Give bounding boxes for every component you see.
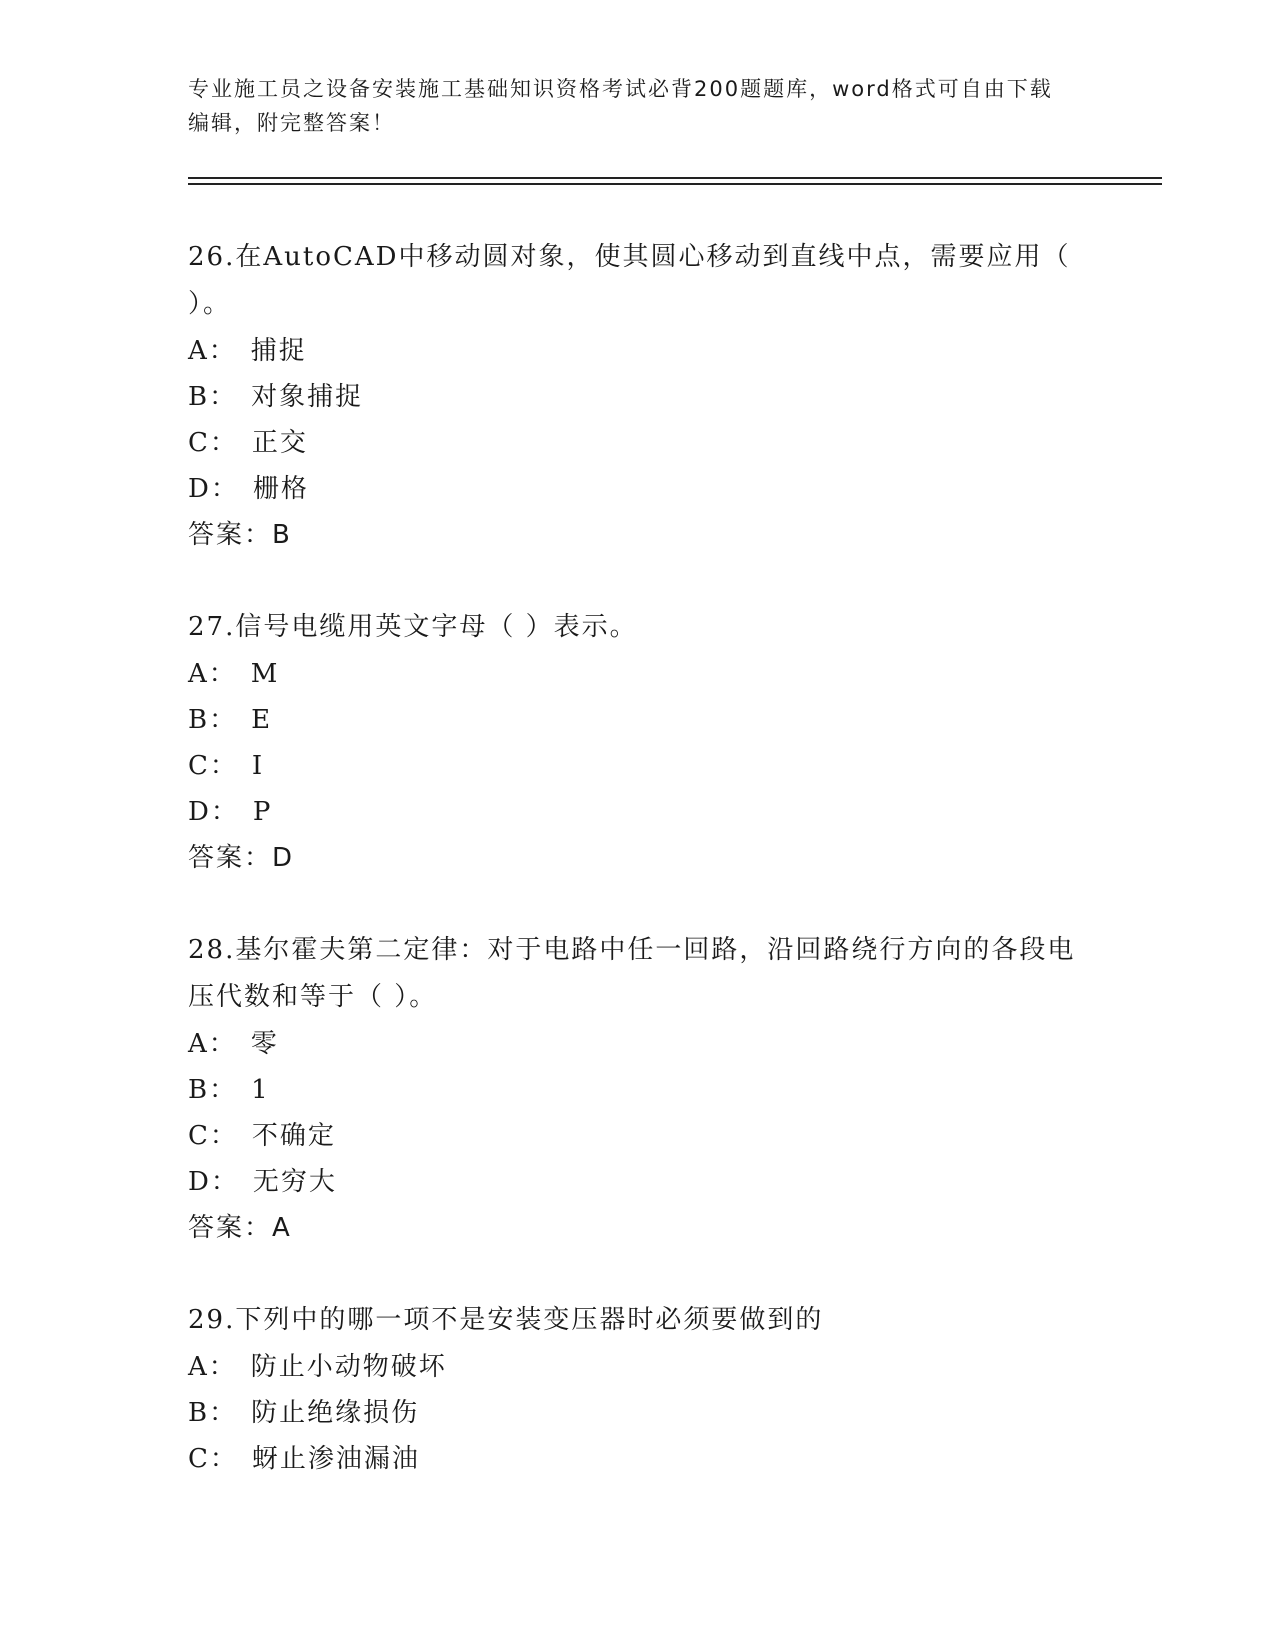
- header-divider-top: [188, 177, 1162, 179]
- answer-line: [188, 835, 1088, 881]
- answer-option: [188, 466, 1088, 512]
- question-stem: 29.下列中的哪一项不是安装变压器时必须要做到的: [188, 1305, 824, 1335]
- answer-value: A: [272, 1213, 292, 1243]
- option-text: 捕捉: [250, 336, 307, 366]
- answer-value: B: [272, 520, 292, 550]
- option-key: C：: [188, 428, 238, 458]
- option-text: 正交: [251, 428, 308, 458]
- question-item: [188, 1297, 1088, 1482]
- option-text: P: [252, 797, 273, 827]
- option-text: M: [250, 659, 280, 689]
- option-text: 1: [251, 1075, 270, 1105]
- answer-option: [188, 1113, 1088, 1159]
- option-key: C：: [188, 751, 238, 781]
- answer-option: [188, 1159, 1088, 1205]
- answer-option: [188, 1021, 1088, 1067]
- answer-value: D: [272, 843, 295, 873]
- option-text: I: [251, 751, 265, 781]
- answer-option: [188, 789, 1088, 835]
- question-list: [188, 234, 1088, 1528]
- option-key: B：: [188, 382, 238, 412]
- answer-label: 答案：: [188, 843, 273, 873]
- answer-option: [188, 1390, 1088, 1436]
- option-key: D：: [188, 797, 239, 827]
- document-header: 专业施工员之设备安装施工基础知识资格考试必背200题题库，word格式可自由下载编辑，附完整答案！: [188, 77, 1053, 135]
- option-key: D：: [188, 474, 239, 504]
- question-stem: 27.信号电缆用英文字母（ ）表示。: [188, 612, 638, 642]
- question-item: [188, 234, 1088, 558]
- option-key: A：: [188, 1029, 237, 1059]
- option-key: C：: [188, 1121, 238, 1151]
- answer-option: [188, 1436, 1088, 1482]
- option-text: 对象捕捉: [251, 382, 364, 412]
- option-key: B：: [188, 1398, 238, 1428]
- option-text: 栅格: [252, 474, 309, 504]
- answer-option: [188, 743, 1088, 789]
- option-text: 蚜止渗油漏油: [251, 1444, 420, 1474]
- option-text: 零: [250, 1029, 279, 1059]
- option-text: 无穷大: [252, 1167, 337, 1197]
- question-item: [188, 927, 1088, 1251]
- option-key: B：: [188, 705, 238, 735]
- option-key: D：: [188, 1167, 239, 1197]
- header-divider-bottom: [188, 183, 1162, 185]
- answer-line: [188, 512, 1088, 558]
- option-text: 防止绝缘损伤: [251, 1398, 420, 1428]
- option-text: 不确定: [251, 1121, 336, 1151]
- option-key: A：: [188, 1352, 237, 1382]
- option-key: A：: [188, 336, 237, 366]
- answer-line: [188, 1205, 1088, 1251]
- option-key: A：: [188, 659, 237, 689]
- question-stem: 26.在AutoCAD中移动圆对象，使其圆心移动到直线中点，需要应用（ ）。: [188, 242, 1071, 319]
- answer-option: [188, 697, 1088, 743]
- answer-option: [188, 651, 1088, 697]
- option-key: C：: [188, 1444, 238, 1474]
- answer-option: [188, 328, 1088, 374]
- answer-label: 答案：: [188, 520, 273, 550]
- option-key: B：: [188, 1075, 238, 1105]
- answer-option: [188, 1067, 1088, 1113]
- option-text: 防止小动物破坏: [250, 1352, 447, 1382]
- answer-option: [188, 420, 1088, 466]
- answer-option: [188, 374, 1088, 420]
- question-stem: 28.基尔霍夫第二定律：对于电路中任一回路，沿回路绕行方向的各段电压代数和等于（ ）。: [188, 935, 1076, 1012]
- answer-label: 答案：: [188, 1213, 273, 1243]
- question-item: [188, 604, 1088, 881]
- option-text: E: [251, 705, 273, 735]
- answer-option: [188, 1344, 1088, 1390]
